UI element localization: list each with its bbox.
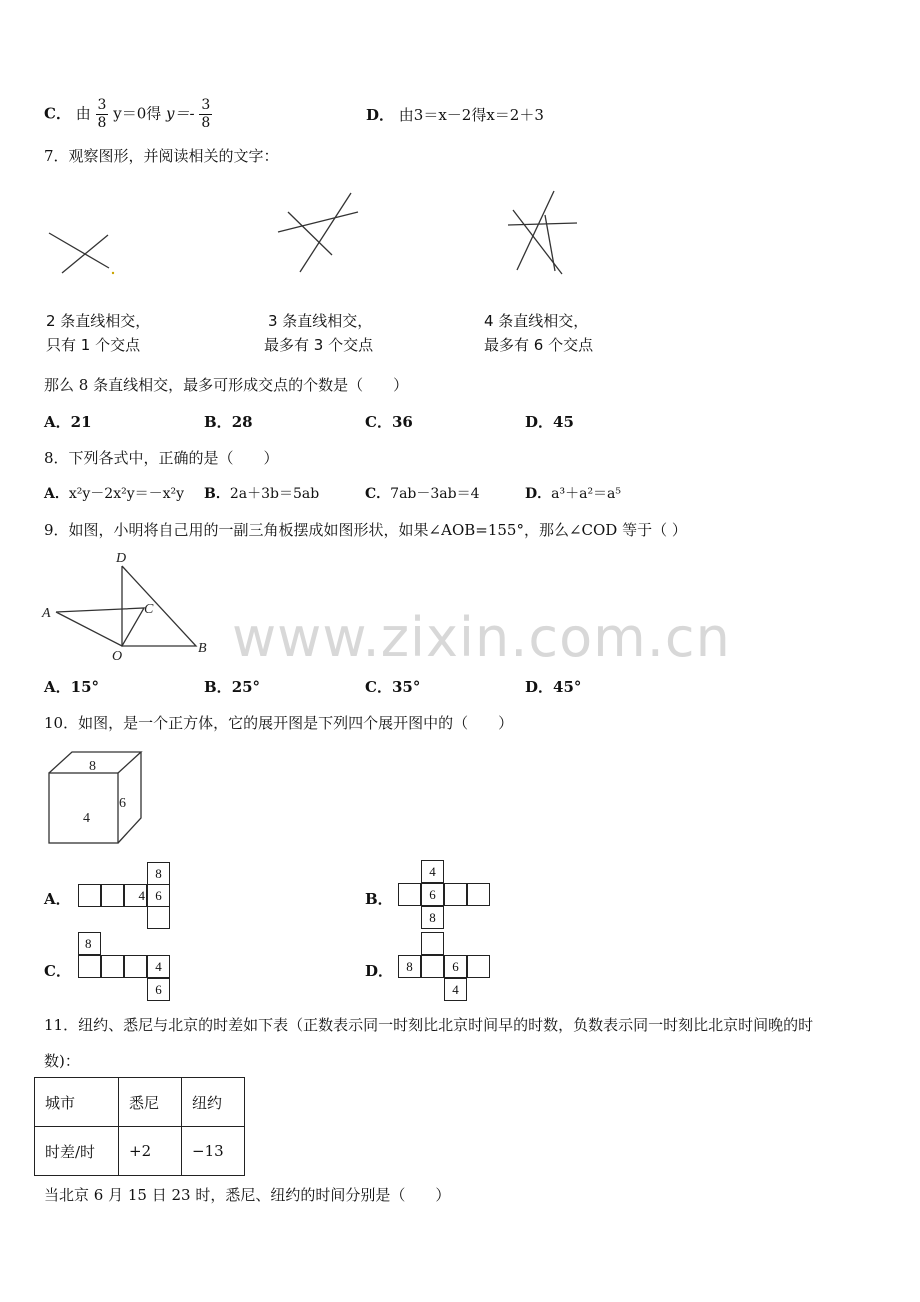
q7-option-d: D．45 xyxy=(525,413,574,431)
fig1-line-2 xyxy=(62,235,108,273)
table-header-city: 城市 xyxy=(35,1078,119,1127)
q6-option-c-mid: y＝0得 xyxy=(113,104,162,123)
q7-option-b: B．28 xyxy=(204,413,253,431)
q11-question: 当北京 6 月 15 日 23 时，悉尼、纽约的时间分别是（ ） xyxy=(44,1186,451,1204)
q6-option-c-pre: 由 xyxy=(75,104,91,123)
q7-caption-1-line1: 2 条直线相交， xyxy=(46,312,151,330)
q9-option-d: D．45° xyxy=(525,678,582,696)
q7-caption-2-line2: 最多有 3 个交点 xyxy=(264,336,374,354)
watermark: www.zixin.com.cn xyxy=(232,606,731,669)
fig3-line-2 xyxy=(513,210,562,274)
q7-caption-3-line1: 4 条直线相交， xyxy=(484,312,589,330)
q6-option-d-label: D． xyxy=(366,106,395,124)
cube-front-number: 4 xyxy=(83,811,90,826)
q9-label-a: A xyxy=(42,606,51,621)
q9-stem: 9．如图，小明将自己用的一副三角板摆成如图形状，如果∠AOB=155°，那么∠COD 等于（ ） xyxy=(44,521,687,539)
q10-option-c-label: C． xyxy=(44,962,71,980)
q7-caption-3-line2: 最多有 6 个交点 xyxy=(484,336,594,354)
q10-stem: 10．如图，是一个正方体，它的展开图是下列四个展开图中的（ ） xyxy=(44,714,514,732)
q8-option-a: A．x²y－2x²y＝－x²y xyxy=(44,486,185,502)
q9-triangles-figure xyxy=(40,548,230,668)
cube-right-number: 6 xyxy=(119,796,126,811)
q9-option-a: A．15° xyxy=(44,678,100,696)
fig3-line-3b xyxy=(517,191,554,270)
q9-label-c: C xyxy=(144,602,154,617)
q6-option-c-y: y＝- xyxy=(166,104,195,123)
q9-triangle-left xyxy=(56,608,144,646)
table-row xyxy=(35,1127,245,1176)
q9-option-c: C．35° xyxy=(365,678,421,696)
fig3-line-1 xyxy=(508,223,577,225)
table-header-sydney: 悉尼 xyxy=(119,1078,182,1127)
q10-option-b-label: B． xyxy=(365,890,393,908)
q9-label-d: D xyxy=(116,551,127,566)
q7-caption-1-line2: 只有 1 个交点 xyxy=(46,336,141,354)
q10-cube-figure xyxy=(44,748,144,848)
q6-fraction-2: $\frac{3}{8}$ xyxy=(201,97,211,131)
q6-fraction-1: $\frac{3}{8}$ xyxy=(97,97,107,131)
table-row xyxy=(35,1078,245,1127)
q9-label-o: O xyxy=(112,649,123,664)
q6-option-c xyxy=(44,97,212,132)
fig3-line-3 xyxy=(300,193,351,272)
q8-option-b: B．2a＋3b＝5ab xyxy=(204,486,320,502)
q7-option-a: A．21 xyxy=(44,413,92,431)
q9-option-b: B．25° xyxy=(204,678,261,696)
fig2-line-1 xyxy=(278,212,358,232)
q7-question: 那么 8 条直线相交，最多可形成交点的个数是（ ） xyxy=(44,376,409,394)
q11-timezone-table xyxy=(34,1077,245,1176)
q6-option-c-label: C． xyxy=(44,104,71,123)
q6-option-d xyxy=(366,104,544,125)
q8-stem: 8．下列各式中，正确的是（ ） xyxy=(44,449,279,467)
q8-option-c: C．7ab－3ab＝4 xyxy=(365,486,480,502)
q7-lines-figure xyxy=(40,185,640,285)
q8-option-d: D．a³＋a²＝a⁵ xyxy=(525,486,622,502)
q7-option-c: C．36 xyxy=(365,413,413,431)
table-cell-sydney: +2 xyxy=(119,1127,182,1176)
q7-stem: 7．观察图形，并阅读相关的文字： xyxy=(44,147,279,165)
table-cell-label: 时差/时 xyxy=(35,1127,119,1176)
table-header-newyork: 纽约 xyxy=(182,1078,245,1127)
q6-option-d-text: 由3＝x－2得x＝2＋3 xyxy=(398,106,544,124)
q11-stem-line2: 数)： xyxy=(44,1052,80,1070)
q7-caption-2-line1: 3 条直线相交， xyxy=(268,312,373,330)
q9-label-b: B xyxy=(198,641,207,656)
table-cell-newyork: −13 xyxy=(182,1127,245,1176)
cube-top-number: 8 xyxy=(89,759,96,774)
q9-triangle-right xyxy=(122,566,196,646)
q11-stem-line1: 11．纽约、悉尼与北京的时差如下表（正数表示同一时刻比北京时间早的时数，负数表示同一时刻比北京时间晚的时 xyxy=(44,1016,814,1034)
fig1-line-1 xyxy=(49,233,109,268)
q10-option-d-label: D． xyxy=(365,962,394,980)
q10-option-a-label: A． xyxy=(44,890,71,908)
